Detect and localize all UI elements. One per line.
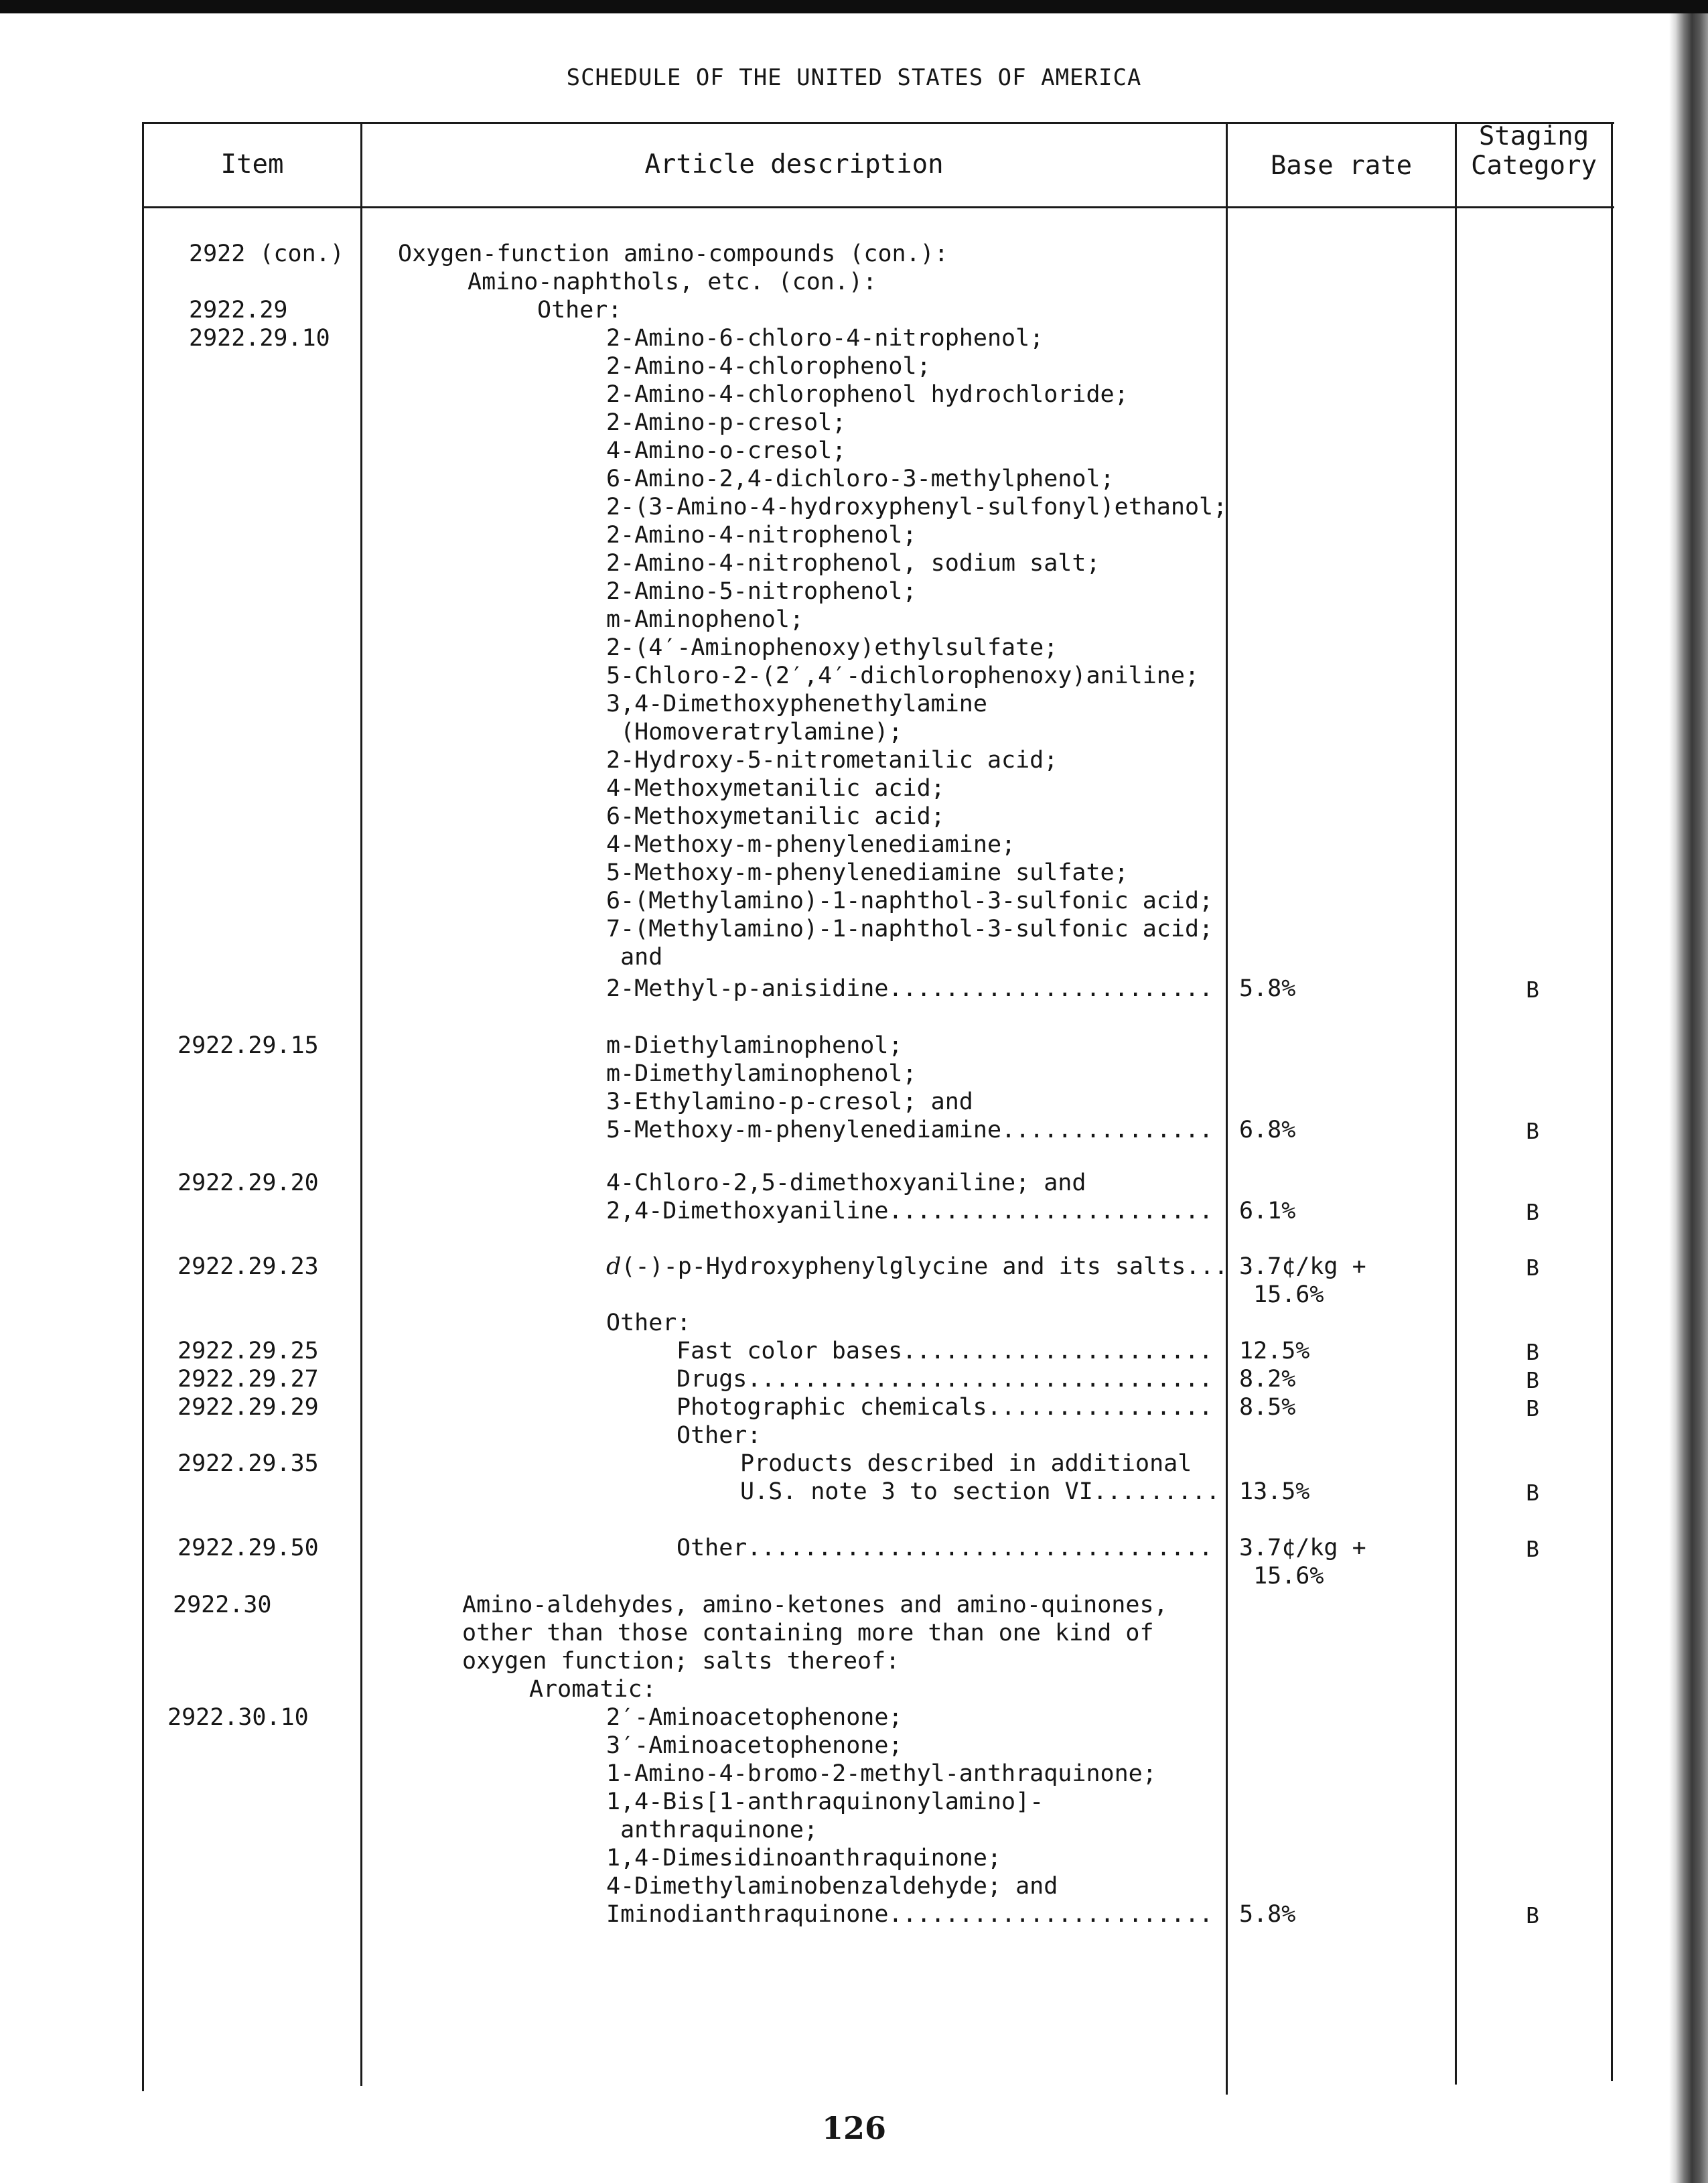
description-text: Oxygen-function amino-compounds (con.): (398, 240, 948, 267)
article-description (606, 887, 1213, 915)
staging-category-value: B (1526, 1199, 1539, 1225)
description-text: Other................................. (677, 1535, 1213, 1561)
article-description (677, 1534, 1213, 1562)
description-text: Fast color bases...................... (677, 1338, 1213, 1364)
description-text: 2-Amino-4-nitrophenol; (606, 522, 917, 549)
description-text: Aromatic: (529, 1676, 656, 1703)
description-text: m-Dimethylaminophenol; (606, 1060, 917, 1087)
description-text: 3-Ethylamino-p-cresol; and (606, 1088, 973, 1115)
article-description (606, 409, 846, 437)
description-text: 2-Hydroxy-5-nitrometanilic acid; (606, 747, 1058, 774)
article-description (606, 1900, 1213, 1928)
article-description (606, 1116, 1213, 1144)
article-description (606, 1732, 903, 1760)
article-description (606, 1197, 1213, 1225)
staging-category-value: B (1526, 1902, 1539, 1928)
description-text: Other: (537, 297, 622, 324)
column-divider (142, 122, 144, 2091)
staging-category-value: B (1526, 1339, 1539, 1365)
item-number: 2922.29.29 (177, 1394, 319, 1421)
description-text: 4-Chloro-2,5-dimethoxyaniline; and (606, 1170, 1086, 1196)
page-number: 126 (821, 2110, 887, 2146)
article-description (606, 352, 931, 380)
page-title: SCHEDULE OF THE UNITED STATES OF AMERICA (566, 64, 1142, 91)
article-description (606, 1253, 1228, 1281)
description-text: other than those containing more than one kind of (462, 1620, 1154, 1646)
description-text: 1-Amino-4-bromo-2-methyl-anthraquinone; (606, 1760, 1157, 1787)
description-text: 2-Amino-5-nitrophenol; (606, 578, 917, 605)
article-description (606, 380, 1129, 409)
base-rate-value: 13.5% (1239, 1478, 1310, 1505)
article-description (606, 1309, 691, 1337)
table-top-border (142, 122, 1614, 124)
description-text: 4-Methoxy-m-phenylenediamine; (606, 831, 1016, 858)
base-rate-value: 5.8% (1239, 1901, 1296, 1928)
article-description (529, 1675, 656, 1703)
description-text: U.S. note 3 to section VI......... (740, 1478, 1220, 1505)
description-text: Drugs................................. (677, 1366, 1213, 1393)
article-description (606, 437, 846, 465)
description-text: Amino-naphthols, etc. (con.): (468, 269, 877, 295)
description-text: 2,4-Dimethoxyaniline....................... (606, 1198, 1214, 1224)
article-description (606, 718, 903, 746)
base-rate-value: 15.6% (1239, 1281, 1324, 1308)
article-description (606, 690, 987, 718)
description-text: Photographic chemicals................ (677, 1394, 1213, 1421)
item-number: 2922.29.35 (177, 1450, 319, 1477)
column-divider (1611, 122, 1613, 2081)
article-description (606, 521, 917, 549)
item-number: 2922 (con.) (189, 240, 344, 267)
description-text: m-Aminophenol; (606, 606, 804, 633)
column-divider (1226, 122, 1228, 2095)
article-description (606, 975, 1213, 1003)
description-text: 2-(4′-Aminophenoxy)ethylsulfate; (606, 634, 1058, 661)
header-bottom-border (142, 206, 1614, 208)
article-description (677, 1421, 761, 1450)
article-description (606, 1788, 1044, 1816)
description-text: 6-(Methylamino)-1-naphthol-3-sulfonic acid; (606, 888, 1214, 914)
header-staging-category: Staging Category (1471, 121, 1597, 181)
article-description (606, 943, 662, 971)
article-description (606, 634, 1058, 662)
article-description (606, 465, 1115, 493)
description-text: 6-Methoxymetanilic acid; (606, 803, 945, 830)
item-number: 2922.30 (173, 1592, 272, 1618)
article-description (462, 1591, 1168, 1619)
base-rate-value: 8.5% (1239, 1394, 1296, 1421)
description-text: 1,4-Bis[1-anthraquinonylamino]- (606, 1788, 1044, 1815)
article-description (606, 324, 1044, 352)
header-base-rate: Base rate (1270, 151, 1413, 181)
description-text: 4-Dimethylaminobenzaldehyde; and (606, 1873, 1058, 1900)
column-divider (360, 122, 362, 2086)
description-text: anthraquinone; (606, 1817, 819, 1843)
description-text: (Homoveratrylamine); (606, 719, 903, 746)
article-description (606, 1032, 903, 1060)
article-description (606, 859, 1129, 887)
article-description (677, 1365, 1213, 1393)
item-number: 2922.29.15 (177, 1032, 319, 1059)
base-rate-value: 3.7¢/kg + (1239, 1253, 1366, 1280)
staging-category-value: B (1526, 1118, 1539, 1144)
description-text: 3,4-Dimethoxyphenethylamine (606, 691, 987, 717)
description-text: m-Diethylaminophenol; (606, 1032, 903, 1059)
description-text: (-)-p-Hydroxyphenylglycine and its salts... (621, 1253, 1228, 1280)
base-rate-value: 3.7¢/kg + (1239, 1535, 1366, 1561)
article-description (606, 549, 1100, 577)
description-text: 5-Methoxy-m-phenylenediamine sulfate; (606, 859, 1129, 886)
staging-category-value: B (1526, 977, 1539, 1003)
item-number: 2922.29.27 (177, 1366, 319, 1393)
article-description (740, 1450, 1192, 1478)
description-text: and (606, 944, 663, 971)
item-number: 2922.29 (189, 297, 288, 324)
staging-category-value: B (1526, 1536, 1539, 1562)
article-description (606, 1703, 903, 1732)
article-description (606, 1088, 973, 1116)
article-description (606, 662, 1199, 690)
article-description (606, 1872, 1058, 1900)
article-description (677, 1393, 1213, 1421)
article-description (606, 1169, 1086, 1197)
description-text: oxygen function; salts thereof: (462, 1648, 900, 1675)
description-text: 2-Methyl-p-anisidine....................... (606, 975, 1214, 1002)
scan-edge-right (1669, 13, 1708, 2183)
description-text: Amino-aldehydes, amino-ketones and amino-quinones, (462, 1592, 1168, 1618)
base-rate-value: 12.5% (1239, 1338, 1310, 1364)
article-description (606, 1760, 1157, 1788)
item-number: 2922.29.23 (177, 1253, 319, 1280)
description-text: 2′-Aminoacetophenone; (606, 1704, 903, 1731)
description-text: 2-Amino-4-chlorophenol; (606, 353, 931, 380)
article-description (606, 915, 1213, 943)
staging-category-value: B (1526, 1480, 1539, 1506)
description-text: 2-(3-Amino-4-hydroxyphenyl-sulfonyl)ethanol; (606, 494, 1228, 520)
article-description (537, 296, 622, 324)
description-text: Other: (677, 1422, 762, 1449)
header-item: Item (220, 149, 284, 180)
item-number: 2922.29.25 (177, 1338, 319, 1364)
description-text: Other: (606, 1310, 691, 1336)
column-divider (1455, 122, 1457, 2085)
base-rate-value: 6.8% (1239, 1117, 1296, 1143)
article-description (606, 1844, 1001, 1872)
staging-category-value: B (1526, 1395, 1539, 1421)
description-text: Iminodianthraquinone....................... (606, 1901, 1214, 1928)
article-description (606, 831, 1015, 859)
item-number: 2922.30.10 (167, 1704, 309, 1731)
article-description (606, 493, 1227, 521)
description-text: 5-Chloro-2-(2′,4′-dichlorophenoxy)aniline; (606, 662, 1200, 689)
description-text: 2-Amino-p-cresol; (606, 409, 847, 436)
article-description (606, 606, 804, 634)
item-number: 2922.29.10 (189, 325, 330, 352)
article-description (740, 1478, 1220, 1506)
staging-category-value: B (1526, 1367, 1539, 1393)
article-description (606, 774, 945, 802)
article-description (606, 577, 917, 606)
description-text: 5-Methoxy-m-phenylenediamine............... (606, 1117, 1214, 1143)
article-description (462, 1619, 1154, 1647)
article-description (677, 1337, 1213, 1365)
description-text: 2-Amino-4-nitrophenol, sodium salt; (606, 550, 1100, 577)
article-description (468, 268, 877, 296)
description-text: 2-Amino-4-chlorophenol hydrochloride; (606, 381, 1129, 408)
item-number: 2922.29.50 (177, 1535, 319, 1561)
description-text: 6-Amino-2,4-dichloro-3-methylphenol; (606, 466, 1115, 492)
scan-edge-top (0, 0, 1708, 13)
description-text: 1,4-Dimesidinoanthraquinone; (606, 1845, 1002, 1872)
staging-category-value: B (1526, 1255, 1539, 1281)
base-rate-value: 6.1% (1239, 1198, 1296, 1224)
item-number: 2922.29.20 (177, 1170, 319, 1196)
description-text: 4-Methoxymetanilic acid; (606, 775, 945, 802)
article-description (606, 1816, 818, 1844)
article-description (398, 240, 948, 268)
base-rate-value: 5.8% (1239, 975, 1296, 1002)
article-description (606, 802, 945, 831)
description-text: 7-(Methylamino)-1-naphthol-3-sulfonic acid; (606, 916, 1214, 942)
description-text: Products described in additional (740, 1450, 1192, 1477)
base-rate-value: 15.6% (1239, 1563, 1324, 1590)
header-article-description: Article description (644, 149, 944, 180)
description-prefix: d (606, 1253, 622, 1280)
article-description (606, 1060, 917, 1088)
base-rate-value: 8.2% (1239, 1366, 1296, 1393)
article-description (462, 1647, 900, 1675)
article-description (606, 746, 1058, 774)
description-text: 2-Amino-6-chloro-4-nitrophenol; (606, 325, 1044, 352)
description-text: 4-Amino-o-cresol; (606, 437, 847, 464)
description-text: 3′-Aminoacetophenone; (606, 1732, 903, 1759)
